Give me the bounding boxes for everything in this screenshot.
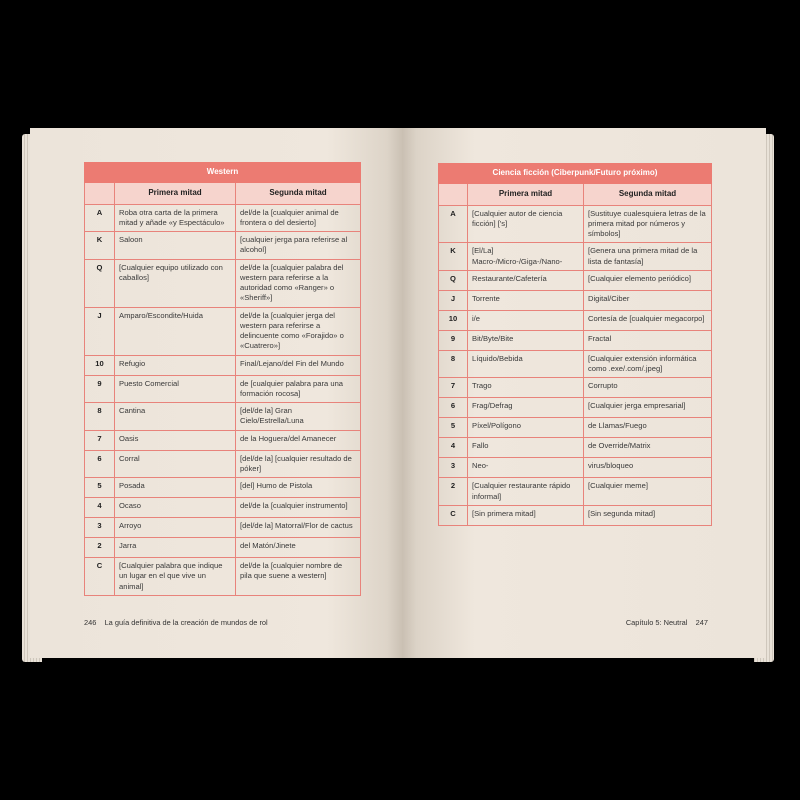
row-key: 4 <box>85 498 115 518</box>
row-key: A <box>439 205 468 243</box>
row-key: J <box>85 307 115 355</box>
open-book <box>22 128 774 666</box>
row-second-half: [del] Humo de Pistola <box>236 478 361 498</box>
row-second-half: del/de la [cualquier animal de frontera o del desierto] <box>236 204 361 232</box>
table-row <box>85 538 361 558</box>
row-first-half: Líquido/Bebida <box>468 350 584 378</box>
row-second-half: Cortesía de [cualquier megacorpo] <box>584 310 712 330</box>
row-first-half: Posada <box>115 478 236 498</box>
table-row <box>439 330 712 350</box>
row-second-half: de Override/Matrix <box>584 438 712 458</box>
table-row <box>439 505 712 525</box>
row-second-half: [Cualquier extensión informática como .exe/.com/.jpeg] <box>584 350 712 378</box>
row-key: 2 <box>85 538 115 558</box>
row-first-half: Oasis <box>115 430 236 450</box>
header-first-half: Primera mitad <box>115 182 236 204</box>
page-number: 247 <box>695 618 708 627</box>
table-row <box>439 378 712 398</box>
header-first-half: Primera mitad <box>468 183 584 205</box>
row-first-half: [El/La] Macro-/Micro-/Giga-/Nano- <box>468 243 584 271</box>
row-first-half: [Cualquier restaurante rápido informal] <box>468 478 584 506</box>
row-key: 2 <box>439 478 468 506</box>
row-first-half: [Cualquier equipo utilizado con caballos] <box>115 259 236 307</box>
row-second-half: de [cualquier palabra para una formación rocosa] <box>236 375 361 403</box>
row-first-half: [Cualquier palabra que indique un lugar en el que vive un animal] <box>115 558 236 596</box>
row-second-half: Final/Lejano/del Fin del Mundo <box>236 355 361 375</box>
table-row <box>85 232 361 260</box>
row-first-half: Ocaso <box>115 498 236 518</box>
row-first-half: Jarra <box>115 538 236 558</box>
row-key: 5 <box>85 478 115 498</box>
row-key: 8 <box>85 403 115 431</box>
table-row <box>439 205 712 243</box>
table-row <box>439 438 712 458</box>
row-second-half: del/de la [cualquier instrumento] <box>236 498 361 518</box>
row-key: 10 <box>85 355 115 375</box>
table-row <box>85 204 361 232</box>
table-row <box>85 498 361 518</box>
table-row <box>439 350 712 378</box>
row-first-half: [Cualquier autor de ciencia ficción] ['s] <box>468 205 584 243</box>
table-row <box>439 290 712 310</box>
row-first-half: Neo- <box>468 458 584 478</box>
row-second-half: [Cualquier elemento periódico] <box>584 270 712 290</box>
table-row <box>439 478 712 506</box>
row-first-half: Amparo/Escondite/Huida <box>115 307 236 355</box>
header-key <box>85 182 115 204</box>
chapter-title: Capítulo 5: Neutral <box>625 618 688 627</box>
table-row <box>439 310 712 330</box>
row-key: 10 <box>439 310 468 330</box>
row-key: C <box>85 558 115 596</box>
row-key: Q <box>85 259 115 307</box>
row-first-half: Fallo <box>468 438 584 458</box>
row-first-half: Roba otra carta de la primera mitad y añade «y Espectáculo» <box>115 204 236 232</box>
table-title: Ciencia ficción (Ciberpunk/Futuro próximo) <box>439 164 712 184</box>
header-key <box>439 183 468 205</box>
row-first-half: i/e <box>468 310 584 330</box>
row-first-half: Bit/Byte/Bite <box>468 330 584 350</box>
row-first-half: Restaurante/Cafetería <box>468 270 584 290</box>
left-page <box>30 128 402 658</box>
row-first-half: Torrente <box>468 290 584 310</box>
header-second-half: Segunda mitad <box>584 183 712 205</box>
page-number: 246 <box>84 618 97 627</box>
table-row <box>439 243 712 271</box>
western-table <box>84 162 361 596</box>
row-second-half: Corrupto <box>584 378 712 398</box>
row-second-half: [del/de la] [cualquier resultado de póker] <box>236 450 361 478</box>
row-second-half: [Cualquier meme] <box>584 478 712 506</box>
row-second-half: de Llamas/Fuego <box>584 418 712 438</box>
right-footer <box>626 618 708 627</box>
header-second-half: Segunda mitad <box>236 182 361 204</box>
row-second-half: del Matón/Jinete <box>236 538 361 558</box>
table-row <box>85 430 361 450</box>
row-first-half: Píxel/Polígono <box>468 418 584 438</box>
row-first-half: Refugio <box>115 355 236 375</box>
row-first-half: Arroyo <box>115 518 236 538</box>
row-second-half: de la Hoguera/del Amanecer <box>236 430 361 450</box>
table-row <box>85 307 361 355</box>
row-key: K <box>85 232 115 260</box>
table-row <box>439 270 712 290</box>
row-first-half: Cantina <box>115 403 236 431</box>
row-first-half: Frag/Defrag <box>468 398 584 418</box>
row-second-half: [del/de la] Gran Cielo/Estrella/Luna <box>236 403 361 431</box>
row-key: 7 <box>439 378 468 398</box>
table-row <box>439 398 712 418</box>
row-second-half: [Sin segunda mitad] <box>584 505 712 525</box>
row-key: 5 <box>439 418 468 438</box>
row-second-half: [Sustituye cualesquiera letras de la primera mitad por números y símbolos] <box>584 205 712 243</box>
row-second-half: [cualquier jerga para referirse al alcohol] <box>236 232 361 260</box>
row-second-half: Fractal <box>584 330 712 350</box>
row-key: 8 <box>439 350 468 378</box>
right-page <box>402 128 766 658</box>
row-second-half: virus/bloqueo <box>584 458 712 478</box>
row-key: A <box>85 204 115 232</box>
row-key: 6 <box>85 450 115 478</box>
row-key: 7 <box>85 430 115 450</box>
table-row <box>439 418 712 438</box>
row-key: 9 <box>439 330 468 350</box>
row-first-half: Puesto Comercial <box>115 375 236 403</box>
table-row <box>85 403 361 431</box>
row-second-half: Digital/Ciber <box>584 290 712 310</box>
row-second-half: del/de la [cualquier palabra del western para referirse a la autoridad como «Ranger» o «Sheriff»] <box>236 259 361 307</box>
left-footer <box>84 618 268 627</box>
row-key: 3 <box>85 518 115 538</box>
row-key: 9 <box>85 375 115 403</box>
table-row <box>439 458 712 478</box>
row-key: C <box>439 505 468 525</box>
row-first-half: [Sin primera mitad] <box>468 505 584 525</box>
row-first-half: Corral <box>115 450 236 478</box>
row-key: K <box>439 243 468 271</box>
row-second-half: [Genera una primera mitad de la lista de fantasía] <box>584 243 712 271</box>
row-second-half: del/de la [cualquier nombre de pila que suene a western] <box>236 558 361 596</box>
table-row <box>85 518 361 538</box>
scifi-table <box>438 163 712 526</box>
row-key: 6 <box>439 398 468 418</box>
table-row <box>85 355 361 375</box>
row-first-half: Trago <box>468 378 584 398</box>
table-row <box>85 478 361 498</box>
row-first-half: Saloon <box>115 232 236 260</box>
table-row <box>85 375 361 403</box>
row-key: 3 <box>439 458 468 478</box>
row-second-half: [Cualquier jerga empresarial] <box>584 398 712 418</box>
row-second-half: [del/de la] Matorral/Flor de cactus <box>236 518 361 538</box>
table-title: Western <box>85 163 361 183</box>
row-key: J <box>439 290 468 310</box>
book-title: La guía definitiva de la creación de mundos de rol <box>104 618 268 627</box>
table-row <box>85 259 361 307</box>
row-key: 4 <box>439 438 468 458</box>
table-row <box>85 450 361 478</box>
row-key: Q <box>439 270 468 290</box>
row-second-half: del/de la [cualquier jerga del western para referirse a delincuente como «Forajido» o «Cuatrero»] <box>236 307 361 355</box>
table-row <box>85 558 361 596</box>
